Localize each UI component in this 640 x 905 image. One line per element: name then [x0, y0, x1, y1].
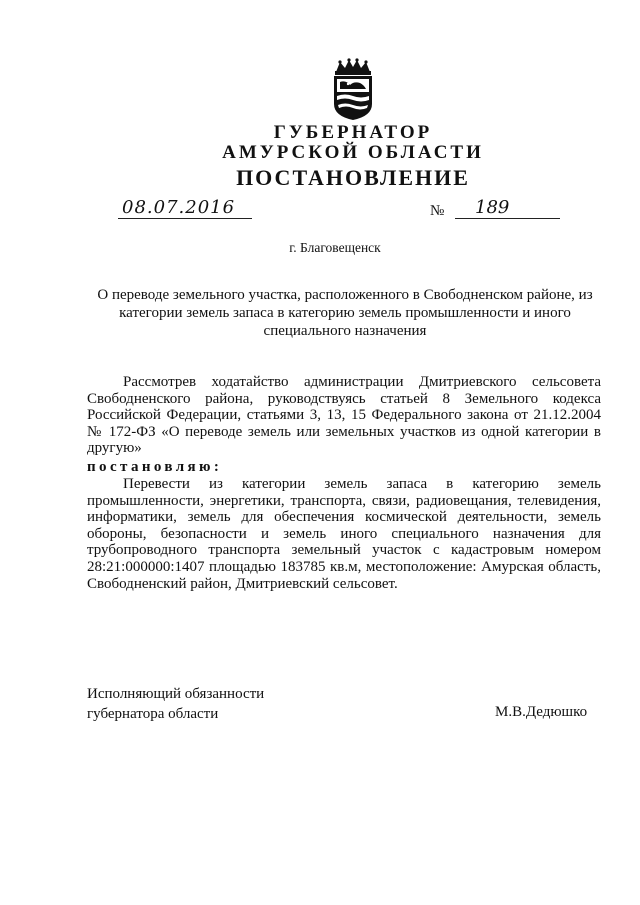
- number-sign: №: [430, 203, 445, 219]
- coat-of-arms-icon: [328, 58, 378, 122]
- clause-paragraph: [87, 476, 601, 592]
- document-subject: О переводе земельного участка, расположенного в Свободненском районе, из категории земель запаса в категорию земель промышленности и иного специального назначения: [97, 287, 593, 339]
- document-type: ПОСТАНОВЛЕНИЕ: [236, 165, 470, 190]
- document-number: 189: [455, 198, 560, 219]
- signatory-title-line2: губернатора области: [87, 706, 219, 722]
- document-date: 08.07.2016: [118, 198, 252, 219]
- signatory-name: М.В.Дедюшко: [495, 704, 588, 720]
- issuer-title: ГУБЕРНАТОР: [273, 122, 433, 143]
- preamble-text: Рассмотрев ходатайство администрации Дмитриевского сельсовета Свободненского района, руководствуясь статьей 8 Земельного кодекса Российской Федерации, статьями 3, 13, 15 Федерального закона от 21.12.2004 № 172-ФЗ «О переводе земель или земельных участков из одной категории в другую»: [87, 374, 601, 457]
- signatory-title-line1: Исполняющий обязанности: [87, 686, 265, 702]
- preamble-paragraph: [87, 374, 601, 457]
- city: г. Благовещенск: [289, 240, 381, 255]
- issuer-region: АМУРСКОЙ ОБЛАСТИ: [222, 142, 484, 163]
- signatory-title: [87, 684, 264, 724]
- clause-text: Перевести из категории земель запаса в категорию земель промышленности, энергетики, транспорта, связи, радиовещания, телевидения, информатики, земель для обеспечения космической деятельности, земель обороны, безопасности и земель иного специального назначения для трубопроводного транспорта земельный участок с кадастровым номером 28:21:000000:1407 площадью 183785 кв.м, местоположение: Амурская область, Свободненский район, Дмитриевский сельсовет.: [87, 476, 601, 592]
- decree-word: постановляю:: [87, 459, 223, 475]
